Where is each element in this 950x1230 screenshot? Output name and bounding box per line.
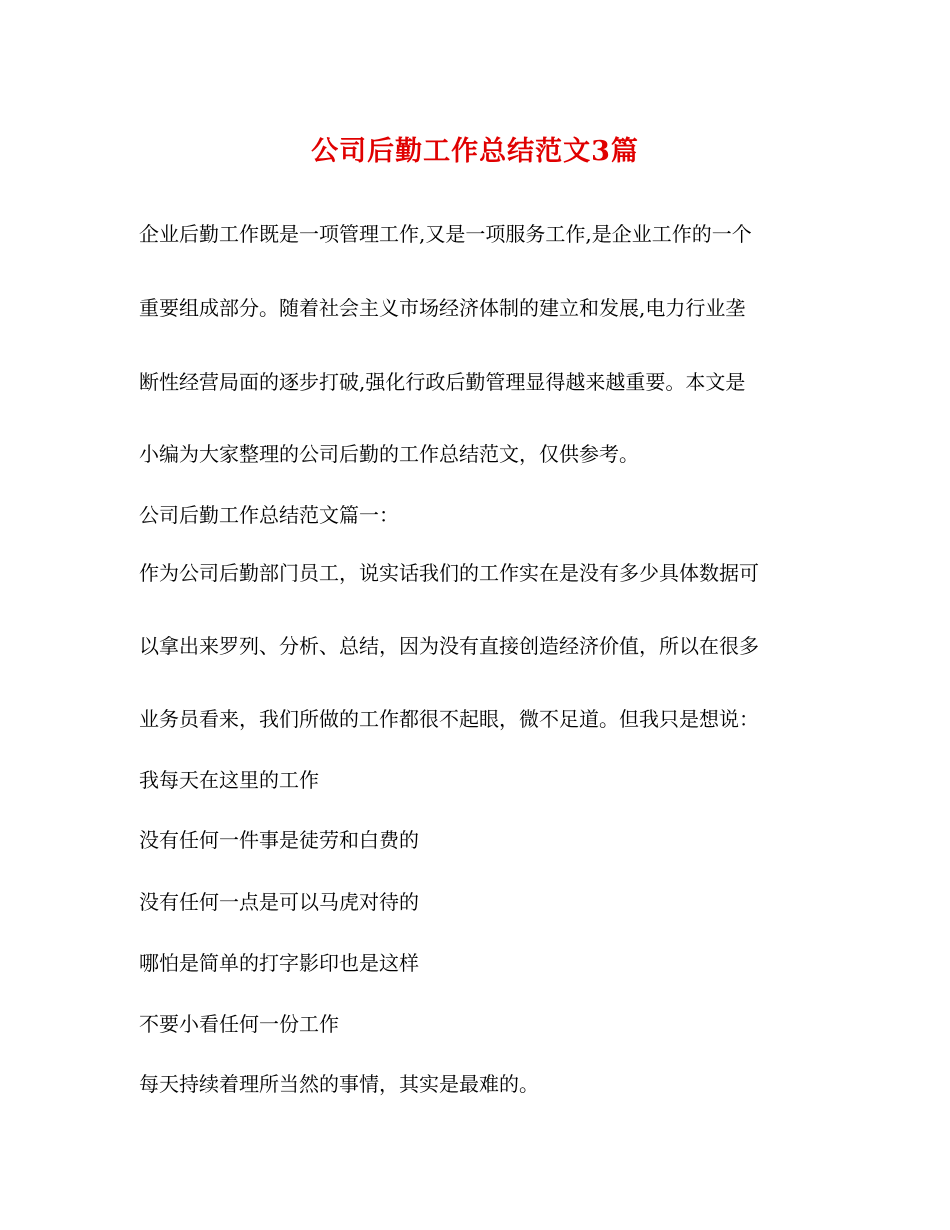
body-line-3: 断性经营局面的逐步打破,强化行政后勤管理显得越来越重要。本文是	[139, 370, 746, 394]
body-line-11: 没有任何一点是可以马虎对待的	[139, 890, 419, 914]
section-heading: 公司后勤工作总结范文篇一：	[139, 503, 399, 527]
document-title: 公司后勤工作总结范文3篇	[311, 136, 639, 167]
body-line-14: 每天持续着理所当然的事情，其实是最难的。	[139, 1072, 539, 1096]
body-line-1: 企业后勤工作既是一项管理工作,又是一项服务工作,是企业工作的一个	[139, 222, 752, 246]
body-line-4: 小编为大家整理的公司后勤的工作总结范文，仅供参考。	[139, 442, 639, 466]
body-line-6: 作为公司后勤部门员工，说实话我们的工作实在是没有多少具体数据可	[139, 561, 759, 585]
body-line-12: 哪怕是简单的打字影印也是这样	[139, 951, 419, 975]
body-line-8: 业务员看来，我们所做的工作都很不起眼，微不足道。但我只是想说：	[139, 707, 759, 731]
body-line-7: 以拿出来罗列、分析、总结，因为没有直接创造经济价值，所以在很多	[139, 634, 759, 658]
body-line-2: 重要组成部分。随着社会主义市场经济体制的建立和发展,电力行业垄	[139, 296, 746, 320]
body-line-13: 不要小看任何一份工作	[139, 1012, 339, 1036]
body-line-9: 我每天在这里的工作	[139, 768, 319, 792]
body-line-10: 没有任何一件事是徒劳和白费的	[139, 828, 419, 852]
